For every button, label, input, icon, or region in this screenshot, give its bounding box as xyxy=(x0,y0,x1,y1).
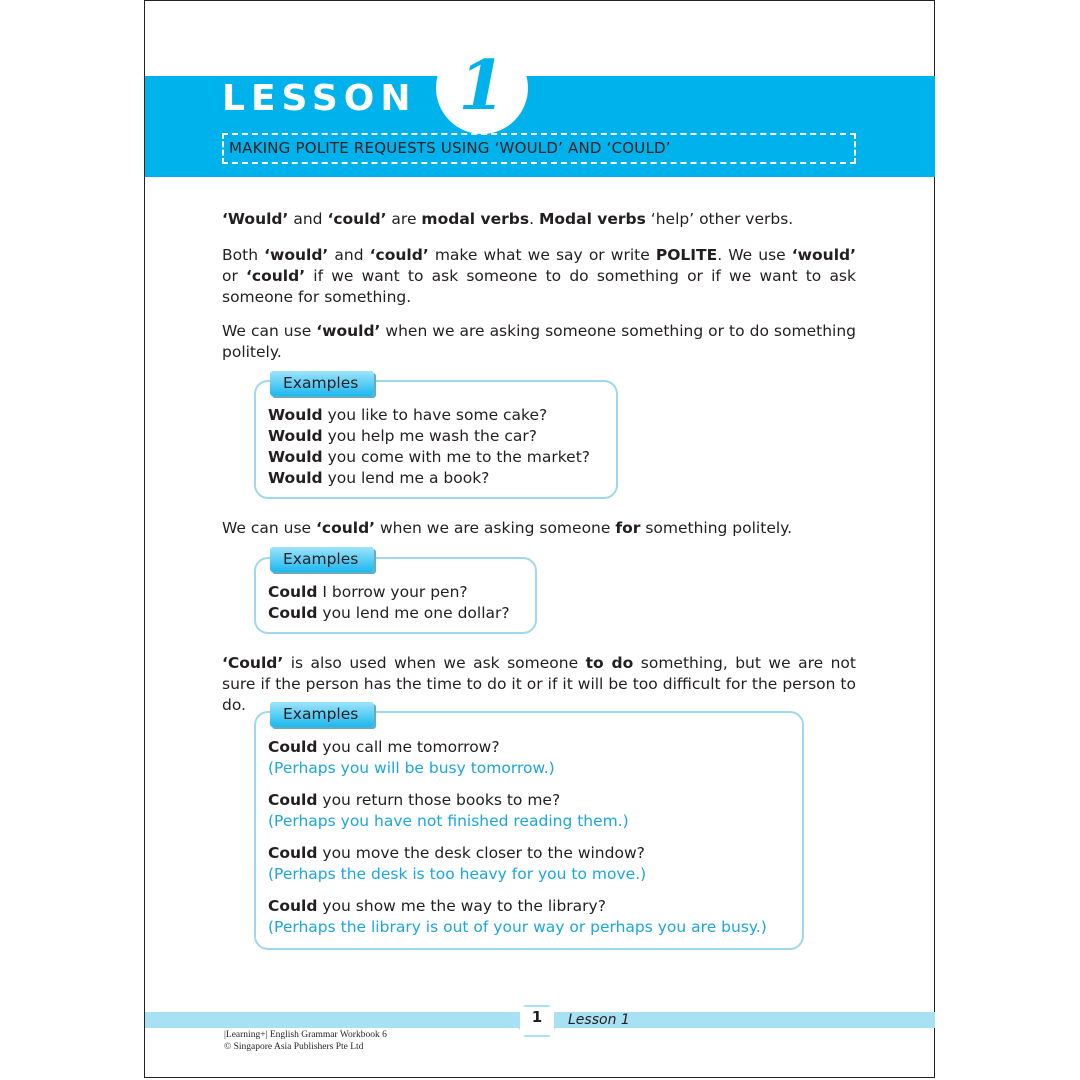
text-run: is also used when we ask someone xyxy=(283,654,586,672)
text-run: . We use xyxy=(717,246,792,264)
footer-lesson-label: Lesson 1 xyxy=(568,1012,630,1028)
text-run: . xyxy=(529,210,539,228)
example-rest: you call me tomorrow? xyxy=(317,738,500,756)
example-sentence xyxy=(268,405,547,426)
text-run: We can use xyxy=(222,519,317,537)
examples-label: Examples xyxy=(283,705,359,723)
example-rest: you move the desk closer to the window? xyxy=(317,844,645,862)
example-sentence xyxy=(268,582,468,603)
text-run: are xyxy=(386,210,422,228)
examples-label: Examples xyxy=(283,374,359,392)
book-title: |Learning+| English Grammar Workbook 6 xyxy=(224,1030,387,1040)
text-run: and xyxy=(288,210,328,228)
example-note: (Perhaps you have not finished reading them.) xyxy=(268,812,629,830)
example-rest: you return those books to me? xyxy=(317,791,561,809)
text-run: ‘could’ xyxy=(246,267,306,285)
paragraph-polite xyxy=(222,245,856,308)
text-run: to do xyxy=(585,654,634,672)
text-run: if we want to ask someone to do something or if we want to ask someone for something. xyxy=(222,267,856,306)
lesson-number: 1 xyxy=(458,46,506,126)
text-run: and xyxy=(328,246,370,264)
modal-verb: Would xyxy=(268,469,323,487)
text-run: ‘would’ xyxy=(316,322,381,340)
text-run: ‘could’ xyxy=(316,519,376,537)
text-run: when we are asking someone xyxy=(375,519,616,537)
copyright: © Singapore Asia Publishers Pte Ltd xyxy=(224,1042,364,1052)
page-number: 1 xyxy=(531,1008,543,1026)
lesson-title: LESSON xyxy=(222,78,417,119)
paragraph-could-usage xyxy=(222,518,856,539)
modal-verb: Could xyxy=(268,897,318,915)
text-run: something, but we are not sure if the person has the time to do it or if it will be too difficult for the person to do. xyxy=(222,654,856,714)
modal-verb: Would xyxy=(268,406,323,424)
example-sentence xyxy=(268,843,645,864)
text-run: something politely. xyxy=(640,519,793,537)
modal-verb: Could xyxy=(268,604,318,622)
modal-verb: Could xyxy=(268,844,318,862)
example-note: (Perhaps the library is out of your way or perhaps you are busy.) xyxy=(268,918,767,936)
text-run: when we are asking someone something or to do something politely. xyxy=(222,322,856,361)
modal-verb: Could xyxy=(268,738,318,756)
example-sentence xyxy=(268,468,489,489)
text-run: for xyxy=(615,519,641,537)
text-run: Modal verbs xyxy=(538,210,646,228)
text-run: or xyxy=(222,267,247,285)
example-rest: you show me the way to the library? xyxy=(317,897,606,915)
example-rest: you help me wash the car? xyxy=(322,427,537,445)
paragraph-modal-verbs xyxy=(222,209,856,230)
modal-verb: Could xyxy=(268,791,318,809)
example-rest: you like to have some cake? xyxy=(322,406,548,424)
modal-verb: Would xyxy=(268,448,323,466)
text-run: Both xyxy=(222,246,265,264)
example-rest: you lend me a book? xyxy=(322,469,490,487)
modal-verb: Could xyxy=(268,583,318,601)
example-rest: you come with me to the market? xyxy=(322,448,591,466)
example-sentence xyxy=(268,790,560,811)
example-sentence xyxy=(268,737,500,758)
modal-verb: Would xyxy=(268,427,323,445)
example-rest: you lend me one dollar? xyxy=(317,604,510,622)
text-run: modal verbs xyxy=(421,210,530,228)
text-run: We can use xyxy=(222,322,317,340)
text-run: POLITE xyxy=(655,246,718,264)
paragraph-would-usage xyxy=(222,321,856,363)
examples-label: Examples xyxy=(283,550,359,568)
text-run: make what we say or write xyxy=(428,246,656,264)
text-run: ‘help’ other verbs. xyxy=(645,210,794,228)
example-sentence xyxy=(268,426,537,447)
text-run: ‘would’ xyxy=(264,246,329,264)
example-sentence xyxy=(268,447,590,468)
example-note: (Perhaps you will be busy tomorrow.) xyxy=(268,759,555,777)
text-run: ‘would’ xyxy=(791,246,856,264)
text-run: ‘Would’ xyxy=(222,210,289,228)
text-run: ‘could’ xyxy=(369,246,429,264)
text-run: ‘could’ xyxy=(327,210,387,228)
example-rest: I borrow your pen? xyxy=(317,583,468,601)
example-sentence xyxy=(268,603,510,624)
text-run: ‘Could’ xyxy=(222,654,284,672)
lesson-subtitle: MAKING POLITE REQUESTS USING ‘WOULD’ AND ‘COULD’ xyxy=(229,139,671,157)
example-note: (Perhaps the desk is too heavy for you to move.) xyxy=(268,865,647,883)
example-sentence xyxy=(268,896,606,917)
